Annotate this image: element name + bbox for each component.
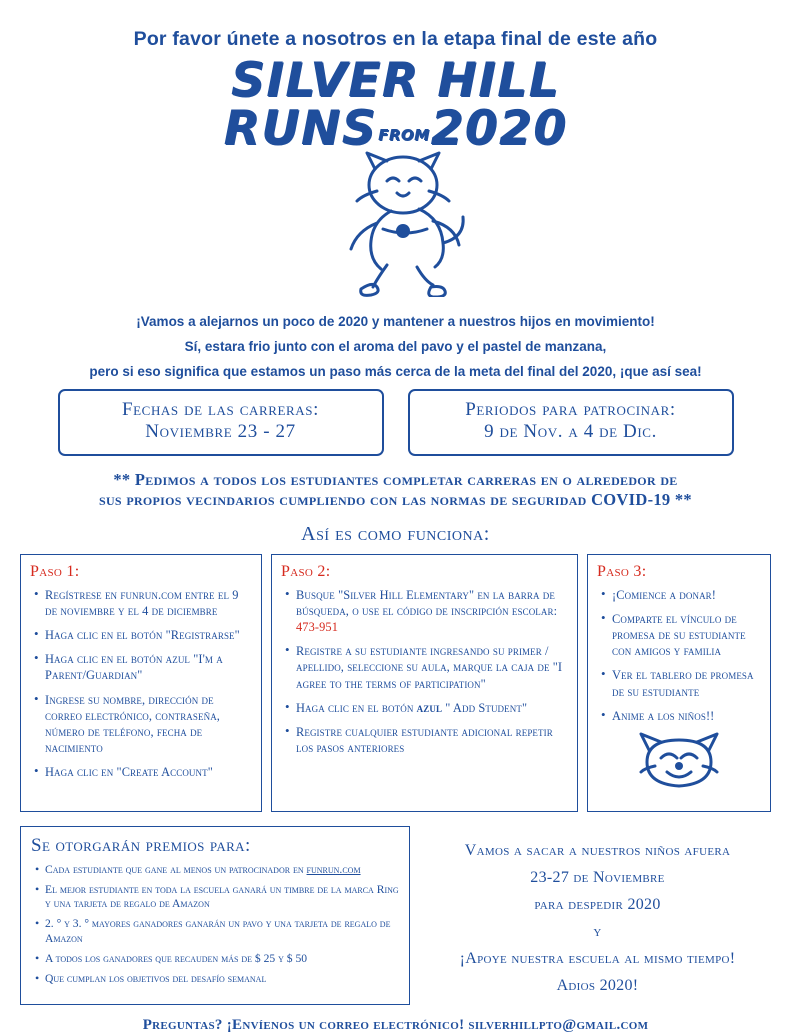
closing-line-1: Vamos a sacar a nuestros niños afuera bbox=[464, 841, 731, 859]
wildcat-head-logo-icon bbox=[597, 732, 761, 801]
list-item: • Registre a su estudiante ingresando su primer / apellido, seleccione su aula, marque la caja de "I agree to the terms of participation" bbox=[296, 643, 568, 691]
list-item: • Cada estudiante que gane al menos un patrocinador en funrun.com bbox=[45, 863, 399, 878]
sponsor-period-value: 9 de Nov. a 4 de Dic. bbox=[484, 421, 657, 443]
race-dates-box bbox=[58, 389, 384, 456]
sponsor-period-label: Periodos para patrocinar: bbox=[465, 398, 676, 420]
list-item: • Anime a los niños!! bbox=[612, 708, 761, 724]
list-item: • Busque "Silver Hill Elementary" en la barra de búsqueda, o use el código de inscripción escolar: 473-951 bbox=[296, 587, 568, 635]
list-item: • Haga clic en "Create Account" bbox=[45, 764, 252, 780]
list-item: • Regístrese en funrun.com entre el 9 de noviembre y el 4 de diciembre bbox=[45, 587, 252, 619]
step-3-title: Paso 3: bbox=[597, 562, 647, 580]
step-2-title: Paso 2: bbox=[281, 562, 331, 580]
date-boxes-row bbox=[20, 389, 771, 456]
prizes-title: Se otorgarán premios para: bbox=[31, 834, 251, 856]
closing-message bbox=[424, 826, 771, 1004]
step-2-list bbox=[281, 587, 568, 756]
page-headline: Por favor únete a nosotros en la etapa final de este año bbox=[133, 28, 658, 50]
logo-year-text: 2020 bbox=[430, 100, 568, 156]
steps-row bbox=[20, 554, 771, 812]
covid-note-line-1: ** Pedimos a todos los estudiantes completar carreras en o alrededor de bbox=[113, 469, 678, 489]
list-item: • Ingrese su nombre, dirección de correo electrónico, contraseña, número de teléfono, fecha de nacimiento bbox=[45, 692, 252, 757]
list-item: • ¡Comience a donar! bbox=[612, 587, 761, 603]
list-item: • El mejor estudiante en toda la escuela ganará un timbre de la marca Ring y una tarjeta de regalo de Amazon bbox=[45, 883, 399, 913]
list-item: • Haga clic en el botón "Registrarse" bbox=[45, 627, 252, 643]
list-item: • 2. ° y 3. ° mayores ganadores ganarán un pavo y una tarjeta de regalo de Amazon bbox=[45, 917, 399, 947]
step-1-box bbox=[20, 554, 262, 812]
intro-line-2: Sí, estara frio junto con el aroma del pavo y el pastel de manzana, bbox=[184, 338, 607, 354]
sponsor-period-box bbox=[408, 389, 734, 456]
intro-line-1: ¡Vamos a alejarnos un poco de 2020 y mantener a nuestros hijos en movimiento! bbox=[136, 313, 655, 329]
lower-row bbox=[20, 826, 771, 1005]
list-item: • Que cumplan los objetivos del desafío semanal bbox=[45, 972, 399, 987]
closing-line-4: y bbox=[593, 922, 602, 940]
step-1-list bbox=[30, 587, 252, 780]
event-logo bbox=[20, 53, 771, 156]
logo-from-text: FROM bbox=[378, 125, 430, 144]
logo-silver-hill: SILVER HILL bbox=[230, 53, 561, 108]
list-item: • Haga clic en el botón azul " Add Student" bbox=[296, 700, 568, 716]
race-dates-label: Fechas de las carreras: bbox=[121, 398, 320, 420]
running-wildcat-mascot-icon bbox=[20, 147, 771, 302]
race-dates-value: Noviembre 23 - 27 bbox=[145, 421, 296, 443]
list-item: • Comparte el vínculo de promesa de su estudiante con amigos y familia bbox=[612, 611, 761, 659]
logo-runs-text: RUNS bbox=[223, 100, 378, 156]
step-3-list bbox=[597, 587, 761, 724]
list-item: • Ver el tablero de promesa de su estudiante bbox=[612, 667, 761, 699]
covid-note-line-2: sus propios vecindarios cumpliendo con las normas de seguridad COVID-19 ** bbox=[98, 490, 692, 510]
intro-paragraphs bbox=[20, 314, 771, 379]
how-it-works-title: Así es como funciona: bbox=[301, 522, 490, 545]
step-1-title: Paso 1: bbox=[30, 562, 80, 580]
prizes-list bbox=[31, 863, 399, 987]
step-3-box bbox=[587, 554, 771, 812]
list-item: • Haga clic en el botón azul "I'm a Parent/Guardian" bbox=[45, 651, 252, 683]
list-item: • A todos los ganadores que recauden más de $ 25 y $ 50 bbox=[45, 952, 399, 967]
prizes-box bbox=[20, 826, 410, 1005]
closing-line-2: 23-27 de Noviembre bbox=[530, 868, 665, 886]
intro-line-3: pero si eso significa que estamos un paso más cerca de la meta del final del 2020, ¡que así sea! bbox=[89, 363, 702, 379]
list-item: • Registre cualquier estudiante adicional repetir los pasos anteriores bbox=[296, 724, 568, 756]
logo-runs-2020 bbox=[223, 100, 568, 156]
step-2-box bbox=[271, 554, 578, 812]
contact-footer: Preguntas? ¡Envíenos un correo electrónico! silverhillpto@gmail.com bbox=[142, 1016, 649, 1033]
closing-line-3: para despedir 2020 bbox=[534, 895, 661, 913]
covid-safety-note bbox=[20, 470, 771, 511]
closing-line-6: Adios 2020! bbox=[556, 976, 639, 994]
closing-line-5: ¡Apoye nuestra escuela al mismo tiempo! bbox=[459, 949, 736, 967]
